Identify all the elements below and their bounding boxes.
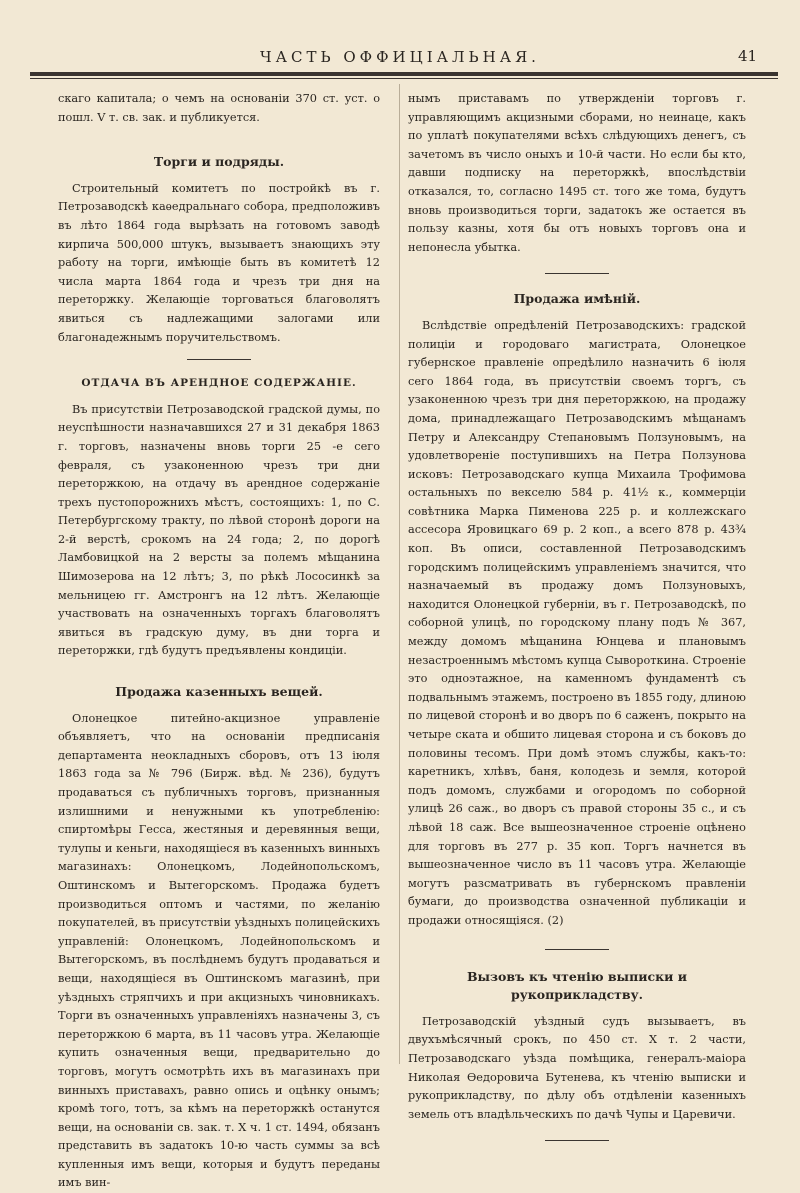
section-text-prodazha-imeniy: Вслѣдствіе опредѣленій Петрозаводскихъ: градской полиціи и городоваго магистрата, Олонецкое губернское правленіе опредѣлило назначить 6 іюля сего 1864 года, въ присутствіи своемъ торгъ, съ узаконенною чрезъ три дня переторжкою, на продажу дома, принадлежащаго Петрозаводскимъ мѣщанамъ Петру и Александру Степановымъ Ползуновымъ, на удовлетвореніе поступившихъ на Петра Ползунова исковъ: Петрозаводскаго купца Михаила Трофимова остальныхъ по векселю 584 р. 41½ к., коммерціи совѣтника Марка Пименова 225 р. и коллежскаго ассесора Яровицкаго 69 р. 2 коп., а всего 878 р. 43¾ коп. Въ описи, составленной Петрозаводскимъ городскимъ полицейскимъ управленіемъ значится, что назначаемый въ продажу домъ Ползуновыхъ, находится Олонецкой губерніи, въ г. Петрозаводскѣ, по соборной улицѣ, по городскому плану подъ № 367, между домомъ мѣщанина Юнцева и плановымъ незастроеннымъ мѣстомъ купца Сывороткина. Строеніе это одноэтажное, на каменномъ фундаментѣ съ подвальнымъ этажемъ, построено въ 1855 году, длиною по лицевой сторонѣ и во дворъ по 6 саженъ, покрыто на четыре ската и обшито лицевая сторона и съ боковъ до половины тесомъ. При домѣ этомъ службы, какъ-то: каретникъ, хлѣвъ, баня, колодезь и земля, которой подъ домомъ, службами и огородомъ по соборной улицѣ 26 саж., во дворъ съ правой стороны 35 с., и съ лѣвой 18 саж. Все вышеозначенное строеніе оцѣнено для торговъ въ 277 р. 35 коп. Торгъ начнется въ вышеозначенное число въ 11 часовъ утра. Желающіе могутъ разсматривать въ губернскомъ правленіи бумаги, до производства означенной публикаціи и продажи относящіяся. (2) xyxy=(408,318,746,927)
right-column xyxy=(408,90,746,1141)
section3-continuation: нымъ приставамъ по утвержденіи торговъ г. управляющимъ акцизными сборами, но неинаце, какъ по уплатѣ покупателями всѣхъ слѣдующихъ денегъ, съ зачетомъ въ число оныхъ и 10-й части. Но если бы кто, давши подписку на переторжкѣ, впослѣдствіи отказался, то, согласно 1495 ст. того же тома, будутъ вновь производиться торги, задатокъ же остается въ пользу казны, хотя бы отъ новыхъ торговъ она и непонесла убытка. xyxy=(408,92,746,254)
section-heading-kazennye-veshchi: Продажа казенныхъ вещей. xyxy=(115,684,323,700)
section-text-torgi: Строительный комитетъ по постройкѣ въ г. Петрозаводскѣ каѳедральнаго собора, предположивъ въ лѣто 1864 года вырѣзать на готовомъ заводѣ кирпича 500,000 штукъ, вызываетъ знающихъ эту работу на торги, имѣющіе быть въ комитетѣ 12 числа марта 1864 года и чрезъ три дня на переторжку. Желающіе торговаться благоволятъ явиться съ надлежащими залогами или благонадежнымъ поручительствомъ. xyxy=(58,181,380,344)
running-title: ЧАСТЬ ОФФИЦІАЛЬНАЯ. xyxy=(260,48,540,66)
section-text-vyzov: Петрозаводскій уѣздный судъ вызываетъ, въ двухъмѣсячный срокъ, по 450 ст. Х т. 2 части, Петрозаводскаго уѣзда помѣщика, генералъ-маіора Николая Ѳедоровича Бутенева, къ чтенію выписки и рукоприкладству, по дѣлу объ отдѣленіи казенныхъ земель отъ владѣльческихъ по дачѣ Чупы и Царевичи. xyxy=(408,1014,746,1121)
section-divider xyxy=(545,1140,609,1141)
header-rule-thick xyxy=(30,72,778,76)
section-heading-prodazha-imeniy: Продажа имѣній. xyxy=(513,291,641,307)
section-heading-vyzov: Вызовъ къ чтенію выписки и рукоприкладству. xyxy=(466,968,688,1003)
section-heading-arenda: ОТДАЧА ВЪ АРЕНДНОЕ СОДЕРЖАНІЕ. xyxy=(81,377,357,390)
section-text-kazennye-veshchi: Олонецкое питейно-акцизное управленіе объявляетъ, что на основаніи предписанія департамента неокладныхъ сборовъ, отъ 13 іюля 1863 года за № 796 (Бирж. вѣд. № 236), будутъ продаваться съ публичныхъ торговъ, признанныя излишними и ненужными къ употребленію: спиртомѣры Гесса, жестяныя и деревянныя вещи, тулупы и кеньги, находящіеся въ казенныхъ винныхъ магазинахъ: Олонецкомъ, Лодейнопольскомъ, Оштинскомъ и Вытегорскомъ. Продажа будетъ производиться оптомъ и частями, по желанію покупателей, въ присутствіи уѣздныхъ полицейскихъ управленій: Олонецкомъ, Лодейнопольскомъ и Вытегорскомъ, въ послѣднемъ будутъ продаваться и вещи, находящіеся въ Оштинскомъ магазинѣ, при уѣздныхъ стряпчихъ и при акцизныхъ чиновникахъ. Торги въ означенныхъ управленіяхъ назначены 3, съ переторжкою 6 марта, въ 11 часовъ утра. Желающіе купить означенныя вещи, предварительно до торговъ, могутъ осмотрѣть ихъ въ магазинахъ при винныхъ приставахъ, равно опись и оцѣнку онымъ; кромѣ того, тотъ, за кѣмъ на переторжкѣ останутся вещи, на основаніи св. зак. т. Х ч. 1 ст. 1494, обязанъ представить въ задатокъ 10-ю часть суммы за всѣ купленныя имъ вещи, которыя и будутъ переданы имъ вин- xyxy=(58,711,380,1190)
section-heading-torgi: Торги и подряды. xyxy=(153,154,285,170)
section-text-arenda: Въ присутствіи Петрозаводской градской думы, по неуспѣшности назначавшихся 27 и 31 декабря 1863 г. торговъ, назначены вновь торги 25 -е сего февраля, съ узаконенною чрезъ три дни переторжкою, на отдачу въ арендное содержаніе трехъ пустопорожнихъ мѣстъ, состоящихъ: 1, по С. Петербургскому тракту, по лѣвой сторонѣ дороги на 2-й верстѣ, срокомъ на 24 года; 2, по дорогѣ Ламбовицкой на 2 версты за полемъ мѣщанина Шимозерова на 12 лѣтъ; 3, по рѣкѣ Лососинкѣ за мельницею гг. Амстронгъ на 12 лѣтъ. Желающіе участвовать на означенныхъ торгахъ благоволятъ явиться въ градскую думу, въ дни торга и переторжки, гдѣ будутъ предъявлены кондиціи. xyxy=(58,402,380,658)
left-column xyxy=(58,90,380,1193)
page-number: 41 xyxy=(738,47,758,65)
intro-continuation: скаго капитала; о чемъ на основаніи 370 ст. уст. о пошл. V т. св. зак. и публикуется. xyxy=(58,92,380,124)
column-divider xyxy=(399,84,400,1064)
header-rule-thin xyxy=(30,78,778,79)
